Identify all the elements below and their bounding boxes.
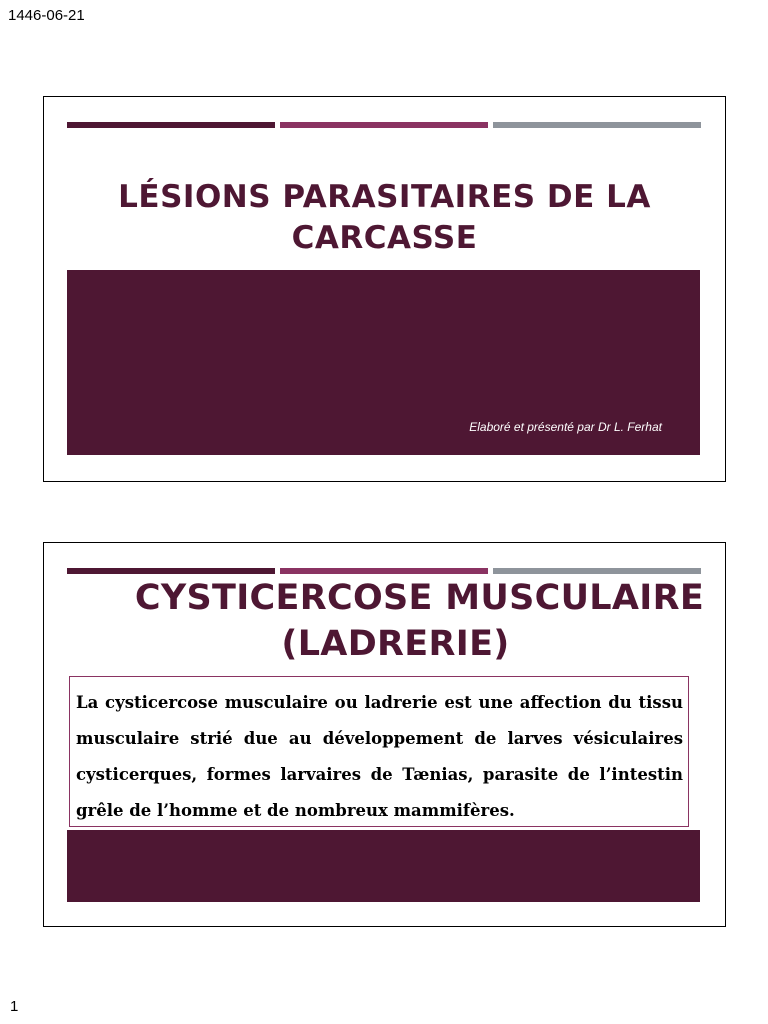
accent-bar-mid xyxy=(280,122,488,128)
slide-2 xyxy=(43,542,726,927)
slide-1-title: LÉSIONS PARASITAIRES DE LA CARCASSE xyxy=(118,179,651,256)
slide-1 xyxy=(43,96,726,482)
page-date: 1446-06-21 xyxy=(8,7,85,24)
slide-2-title-line-2: (LADRERIE) xyxy=(281,624,510,664)
slide-1-author: Elaboré et présenté par Dr L. Ferhat xyxy=(469,420,662,434)
slide-1-color-band xyxy=(67,270,700,455)
slide-2-title-line-1: CYSTICERCOSE MUSCULAIRE xyxy=(134,578,705,618)
definition-text: La cysticercose musculaire ou ladrerie est une affection du tissu musculaire strié due au développement de larves vésiculaires cysticerques, formes larvaires de Tænias, parasite de l’intestin grêle de l’homme et de nombreux mammifères. xyxy=(76,693,683,820)
accent-bar-grey xyxy=(493,568,701,574)
accent-bar-mid xyxy=(280,568,488,574)
definition-box xyxy=(69,676,689,827)
accent-bar-dark xyxy=(67,568,275,574)
page-number: 1 xyxy=(10,998,19,1015)
accent-bar-dark xyxy=(67,122,275,128)
accent-bar-grey xyxy=(493,122,701,128)
slide-2-title xyxy=(66,575,725,667)
slide-2-color-band xyxy=(67,830,700,902)
